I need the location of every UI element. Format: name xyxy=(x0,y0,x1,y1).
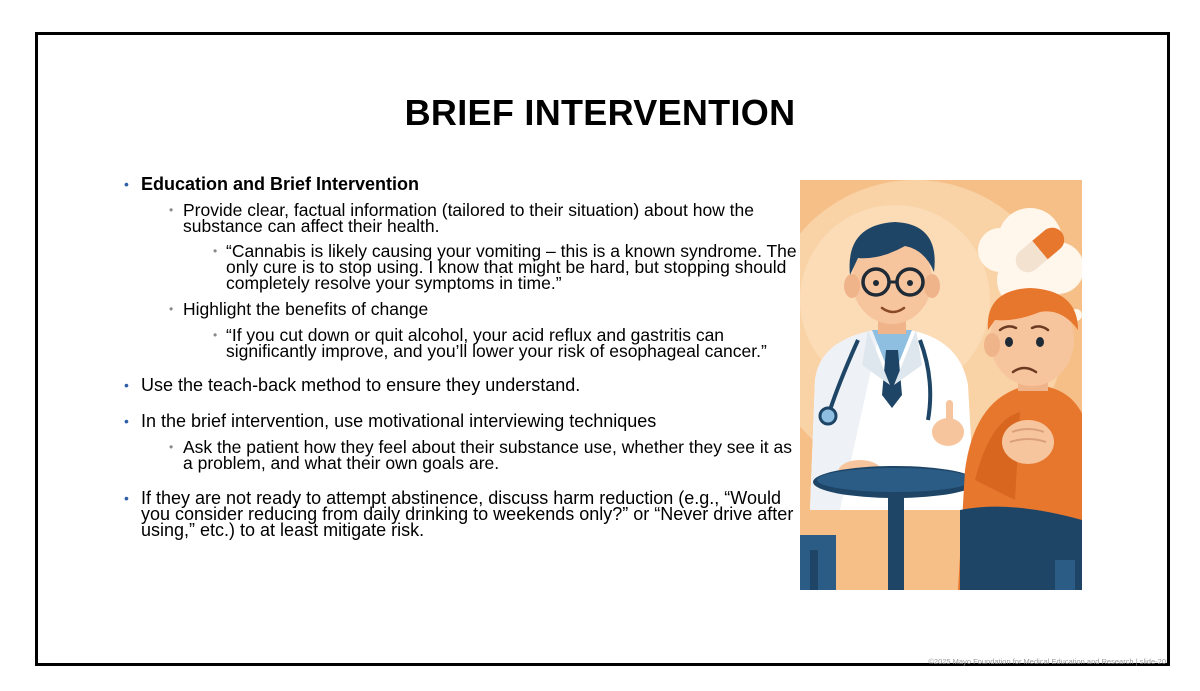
bullet-education xyxy=(121,176,801,192)
bullet-dot-icon: • xyxy=(124,176,129,192)
sub-bullet-ask-patient xyxy=(121,439,801,471)
sub-bullet-benefits xyxy=(121,301,801,317)
bullet-text: Provide clear, factual information (tailored to their situation) about how the substance can affect their health. xyxy=(183,200,755,236)
slide-footer: ©2025 Mayo Foundation for Medical Education and Research | slide-20 xyxy=(928,657,1166,666)
bullet-teach-back xyxy=(121,377,801,393)
bullet-harm-reduction xyxy=(121,490,801,538)
bullet-dot-icon: • xyxy=(169,302,174,316)
bullet-text: “If you cut down or quit alcohol, your acid reflux and gastritis can significantly improve, and you’ll lower your risk of esophageal cancer.” xyxy=(226,325,767,361)
bullet-text: “Cannabis is likely causing your vomiting – this is a known syndrome. The only cure is to stop using. I know that might be hard, but stopping should completely resolve your symptoms in time.” xyxy=(226,241,797,293)
doctor-patient-illustration xyxy=(800,180,1082,590)
quote-alcohol xyxy=(121,327,801,359)
bullet-dot-icon: • xyxy=(169,440,174,454)
bullet-motivational xyxy=(121,413,801,429)
bullet-text: If they are not ready to attempt abstinence, discuss harm reduction (e.g., “Would you consider reducing from daily drinking to weekends only?” or “Never drive after using,” etc.) to at least mitigate risk. xyxy=(141,488,794,540)
bullet-dot-icon: • xyxy=(169,203,174,217)
slide-body xyxy=(121,176,801,538)
bullet-text: Ask the patient how they feel about their substance use, whether they see it as a problem, and what their own goals are. xyxy=(183,437,792,473)
bullet-dot-icon: • xyxy=(124,377,129,393)
bullet-dot-icon: • xyxy=(213,328,218,342)
quote-cannabis xyxy=(121,243,801,291)
bullet-text: Highlight the benefits of change xyxy=(183,299,429,319)
bullet-dot-icon: • xyxy=(213,244,218,258)
slide-title: BRIEF INTERVENTION xyxy=(404,92,796,133)
bullet-text: In the brief intervention, use motivational interviewing techniques xyxy=(141,411,657,431)
bullet-text: Use the teach-back method to ensure they understand. xyxy=(141,375,581,395)
bullet-dot-icon: • xyxy=(124,490,129,506)
bullet-dot-icon: • xyxy=(124,413,129,429)
bullet-text: Education and Brief Intervention xyxy=(141,174,420,194)
sub-bullet-provide-info xyxy=(121,202,801,234)
